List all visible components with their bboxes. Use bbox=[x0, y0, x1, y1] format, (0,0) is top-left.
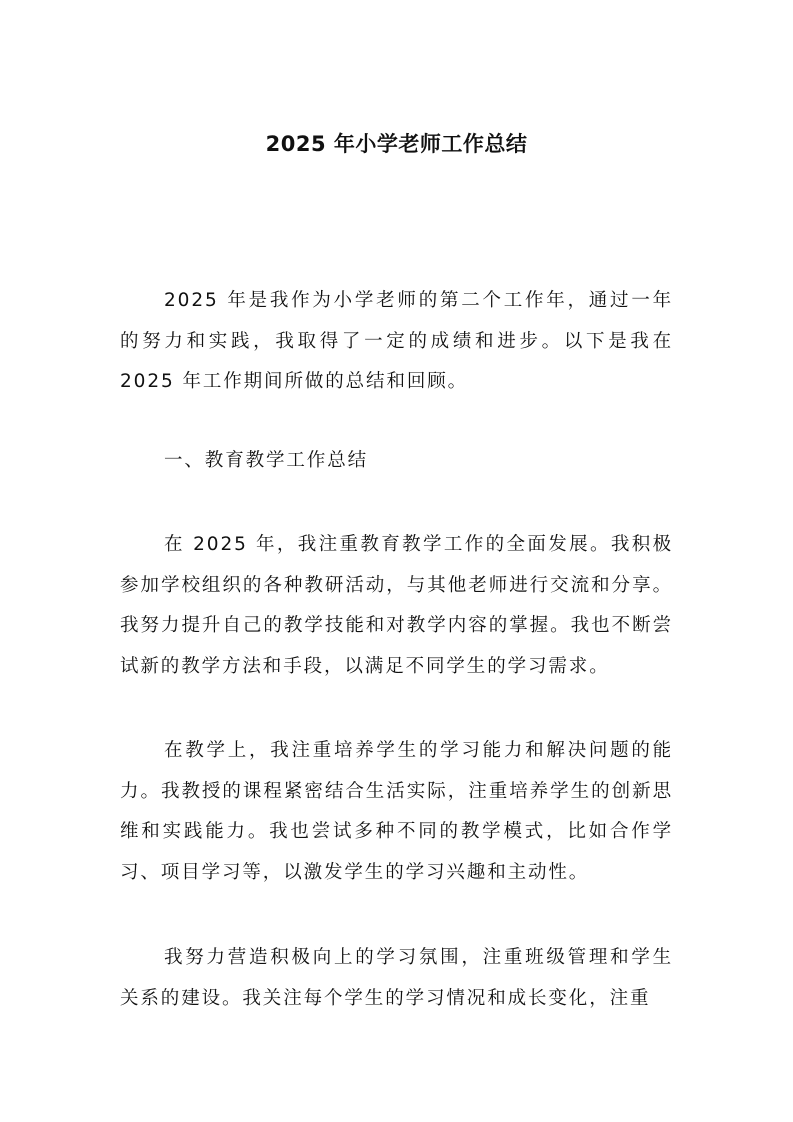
paragraph-1: 在 2025 年，我注重教育教学工作的全面发展。我积极参加学校组织的各种教研活动，与其他老师进行交流和分享。我努力提升自己的教学技能和对教学内容的掌握。我也不断尝试新的教学方法和手段，以满足不同学生的学习需求。 bbox=[120, 534, 673, 677]
section-heading: 一、教育教学工作总结 bbox=[164, 450, 369, 471]
paragraph-3: 我努力营造积极向上的学习氛围，注重班级管理和学生关系的建设。我关注每个学生的学习情况和成长变化，注重 bbox=[120, 947, 673, 1009]
paragraph-2: 在教学上，我注重培养学生的学习能力和解决问题的能力。我教授的课程紧密结合生活实际，注重培养学生的创新思维和实践能力。我也尝试多种不同的教学模式，比如合作学习、项目学习等，以激发学生的学习兴趣和主动性。 bbox=[120, 740, 673, 883]
document-title: 2025 年小学老师工作总结 bbox=[265, 132, 528, 156]
intro-paragraph: 2025 年是我作为小学老师的第二个工作年，通过一年的努力和实践，我取得了一定的成绩和进步。以下是我在 2025 年工作期间所做的总结和回顾。 bbox=[120, 290, 673, 392]
